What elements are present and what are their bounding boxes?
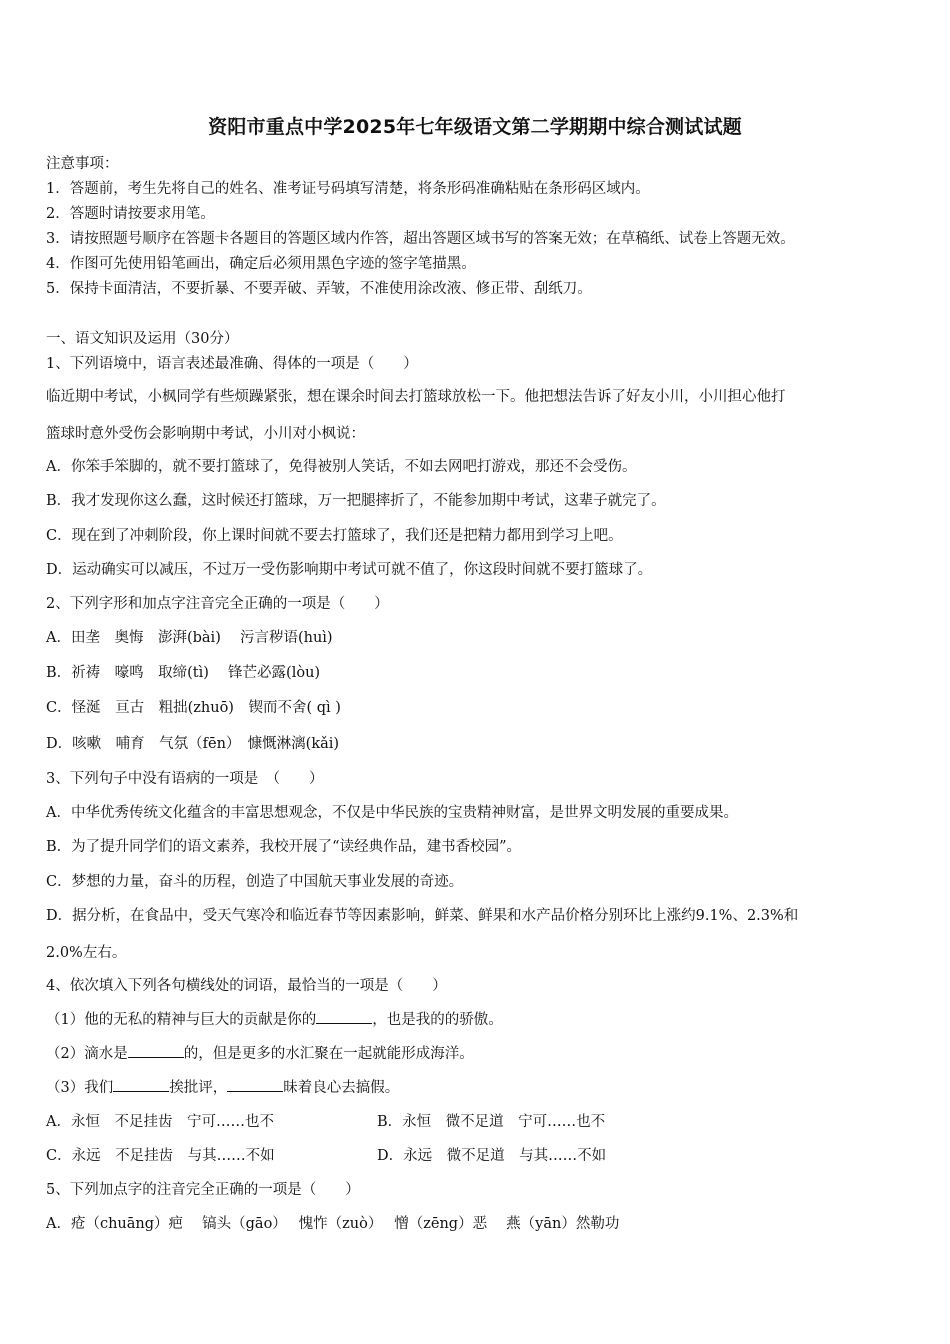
q3-option-d-line-2: 2.0%左右。 [46,945,127,961]
q3-option-c: C．梦想的力量，奋斗的历程，创造了中国航天事业发展的奇迹。 [46,874,464,890]
q4-option-c: C．永远 不足挂齿 与其……不如 [46,1148,275,1164]
q4-s3-pre: （3）我们 [46,1080,114,1096]
q4-option-b: B．永恒 微不足道 宁可……也不 [377,1114,606,1130]
q3-option-b: B．为了提升同学们的语文素养，我校开展了“读经典作品，建书香校园”。 [46,839,521,855]
notice-item-3: 3．请按照题号顺序在答题卡各题目的答题区域内作答，超出答题区域书写的答案无效；在草稿纸、试卷上答题无效。 [46,231,795,247]
q4-s1-post: ，也是我的的骄傲。 [372,1012,503,1028]
q4-sentence-3 [46,1076,399,1097]
notice-item-5: 5．保持卡面清洁，不要折暴、不要弄破、弄皱，不准使用涂改液、修正带、刮纸刀。 [46,281,592,297]
q1-option-d: D．运动确实可以减压，不过万一受伤影响期中考试可就不值了，你这段时间就不要打篮球了。 [46,562,653,578]
q4-s2-post: 的，但是更多的水汇聚在一起就能形成海洋。 [183,1046,474,1062]
blank-line [227,1079,283,1092]
q2-stem: 2、下列字形和加点字注音完全正确的一项是（ ） [46,596,389,612]
q1-stem: 1、下列语境中，语言表述最准确、得体的一项是（ ） [46,356,418,372]
blank-line [316,1011,372,1024]
q4-sentence-1 [46,1008,503,1029]
q5-option-a: A．疮（chuāng）疤 镐头（gāo） 愧怍（zuò） 憎（zēng）恶 燕（yān）然勒功 [46,1216,620,1232]
section-heading: 一、语文知识及运用（30分） [46,331,239,347]
page-title: 资阳市重点中学2025年七年级语文第二学期期中综合测试试题 [208,116,742,138]
q4-sentence-2 [46,1042,474,1063]
q2-option-c: C．怪涎 亘古 粗拙(zhuō) 锲而不舍( qì ) [46,700,341,716]
notice-item-2: 2．答题时请按要求用笔。 [46,206,215,222]
q4-option-a: A．永恒 不足挂齿 宁可……也不 [46,1114,274,1130]
notice-item-1: 1．答题前，考生先将自己的姓名、准考证号码填写清楚，将条形码准确粘贴在条形码区域内。 [46,181,650,197]
q1-context-line-2: 篮球时意外受伤会影响期中考试，小川对小枫说： [46,426,365,442]
q1-option-a: A．你笨手笨脚的，就不要打篮球了，免得被别人笑话，不如去网吧打游戏，那还不会受伤。 [46,459,637,475]
q1-option-c: C．现在到了冲刺阶段，你上课时间就不要去打篮球了，我们还是把精力都用到学习上吧。 [46,528,623,544]
q1-option-b: B．我才发现你这么蠢，这时候还打篮球，万一把腿摔折了，不能参加期中考试，这辈子就完了。 [46,493,666,509]
blank-line [113,1079,169,1092]
notice-item-4: 4．作图可先使用铅笔画出，确定后必须用黑色字迹的签字笔描黑。 [46,256,476,272]
q2-option-d: D．咳嗽 哺育 气氛（fēn） 慷慨淋漓(kǎi) [46,736,340,752]
q1-context-line-1: 临近期中考试，小枫同学有些烦躁紧张，想在课余时间去打篮球放松一下。他把想法告诉了好友小川，小川担心他打 [46,389,786,405]
q4-s3-post: 昧着良心去搞假。 [283,1080,400,1096]
q2-option-b: B．祈祷 嚎鸣 取缔(tì) 锋芒必露(lòu) [46,665,321,681]
q4-s2-pre: （2）滴水是 [46,1046,128,1062]
q4-s3-mid: 挨批评， [169,1080,228,1096]
q4-option-d: D．永远 微不足道 与其……不如 [377,1148,607,1164]
q5-stem: 5、下列加点字的注音完全正确的一项是（ ） [46,1182,360,1198]
q3-option-d-line-1: D．据分析，在食品中，受天气寒冷和临近春节等因素影响，鲜菜、鲜果和水产品价格分别环比上涨约9.1%、2.3%和 [46,908,799,924]
q4-s1-pre: （1）他的无私的精神与巨大的贡献是你的 [46,1012,317,1028]
notice-heading: 注意事项： [46,156,119,172]
q3-stem: 3、下列句子中没有语病的一项是 （ ） [46,771,324,787]
blank-line [128,1045,184,1058]
q2-option-a: A．田垄 奥悔 澎湃(bài) 污言秽语(huì) [46,630,333,646]
q4-stem: 4、依次填入下列各句横线处的词语，最恰当的一项是（ ） [46,978,447,994]
q3-option-a: A．中华优秀传统文化蕴含的丰富思想观念，不仅是中华民族的宝贵精神财富，是世界文明发展的重要成果。 [46,805,738,821]
